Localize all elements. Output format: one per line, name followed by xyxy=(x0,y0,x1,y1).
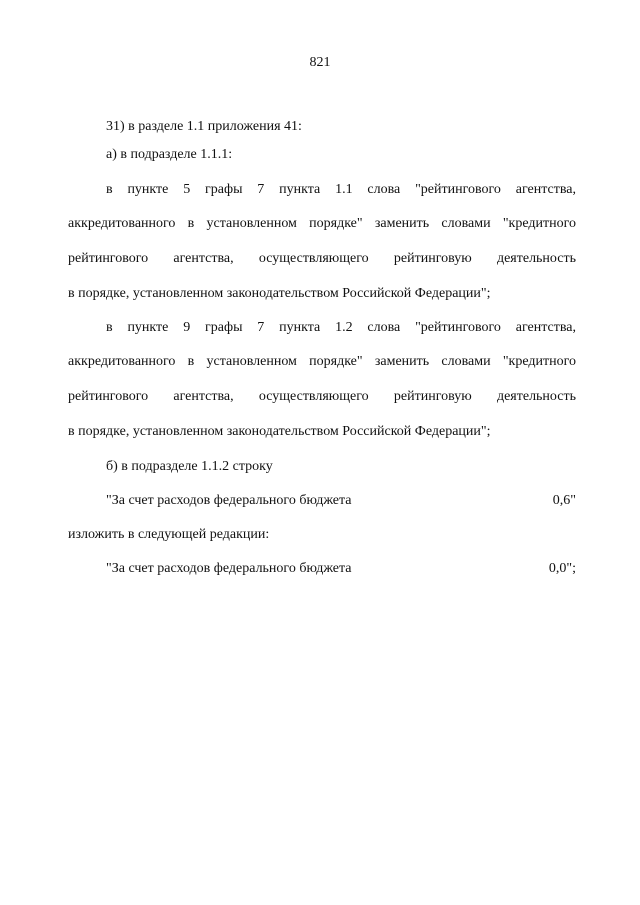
para1-line4: в порядке, установленном законодательством Российской Федерации"; xyxy=(68,286,491,301)
para2-line4: в порядке, установленном законодательством Российской Федерации"; xyxy=(68,424,491,439)
page-number: 821 xyxy=(309,55,331,70)
para1-line1: в пункте 5 графы 7 пункта 1.1 слова "рейтингового агентства, xyxy=(106,182,576,197)
old-row-value: 0,6" xyxy=(552,493,576,508)
para2-line2: аккредитованного в установленном порядке" заменить словами "кредитного xyxy=(68,354,576,369)
para1-line2: аккредитованного в установленном порядке" заменить словами "кредитного xyxy=(68,216,576,231)
old-row-label: "За счет расходов федерального бюджета xyxy=(106,493,352,508)
section-heading: 31) в разделе 1.1 приложения 41: xyxy=(106,119,302,134)
subsection-a: а) в подразделе 1.1.1: xyxy=(106,147,233,162)
para2-line3: рейтингового агентства, осуществляющего рейтинговую деятельность xyxy=(68,389,576,404)
new-row-value: 0,0"; xyxy=(548,561,576,576)
para2-line1: в пункте 9 графы 7 пункта 1.2 слова "рейтингового агентства, xyxy=(106,320,576,335)
new-row-label: "За счет расходов федерального бюджета xyxy=(106,561,352,576)
subsection-b: б) в подразделе 1.1.2 строку xyxy=(106,459,273,474)
para1-line3: рейтингового агентства, осуществляющего рейтинговую деятельность xyxy=(68,251,576,266)
replace-instruction: изложить в следующей редакции: xyxy=(68,527,270,542)
